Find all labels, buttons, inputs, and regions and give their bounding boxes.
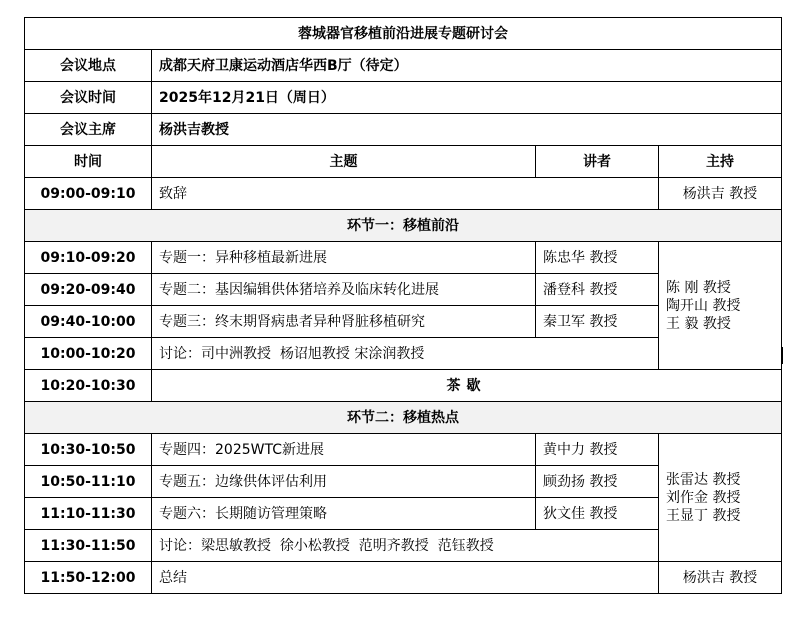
session-time: 10:30-10:50 — [25, 434, 152, 466]
session-time: 09:10-09:20 — [25, 242, 152, 274]
session-speaker: 黄中力 教授 — [536, 434, 659, 466]
header-speaker: 讲者 — [536, 146, 659, 178]
discussion-topic: 讨论：梁思敏教授 徐小松教授 范明齐教授 范钰教授 — [152, 530, 659, 562]
closing-topic: 总结 — [152, 562, 659, 594]
host-name: 王显丁 教授 — [666, 507, 741, 524]
discussion-time: 11:30-11:50 — [25, 530, 152, 562]
header-host: 主持 — [659, 146, 782, 178]
host-name: 张雷达 教授 — [666, 471, 741, 488]
host-name: 陈 刚 教授 — [666, 279, 731, 296]
session-topic: 专题四：2025WTC新进展 — [152, 434, 536, 466]
section2-title: 环节二：移植热点 — [25, 402, 782, 434]
section2-header — [25, 402, 782, 434]
break-label: 茶歇 — [152, 370, 782, 402]
host-name: 王 毅 教授 — [666, 315, 731, 332]
session-topic: 专题二：基因编辑供体猪培养及临床转化进展 — [152, 274, 536, 306]
chair-label: 会议主席 — [25, 114, 152, 146]
session-speaker: 陈忠华 教授 — [536, 242, 659, 274]
session-topic: 专题五：边缘供体评估利用 — [152, 466, 536, 498]
time-value: 2025年12月21日（周日） — [152, 82, 782, 114]
header-time: 时间 — [25, 146, 152, 178]
session-speaker: 顾劲扬 教授 — [536, 466, 659, 498]
session-speaker: 秦卫军 教授 — [536, 306, 659, 338]
session-topic: 专题三：终末期肾病患者异种肾脏移植研究 — [152, 306, 536, 338]
chair-value: 杨洪吉教授 — [152, 114, 782, 146]
location-row — [25, 50, 782, 82]
session-time: 09:20-09:40 — [25, 274, 152, 306]
session-topic: 专题一：异种移植最新进展 — [152, 242, 536, 274]
title-row — [25, 18, 782, 50]
closing-time: 11:50-12:00 — [25, 562, 152, 594]
session-speaker: 狄文佳 教授 — [536, 498, 659, 530]
page-title: 蓉城器官移植前沿进展专题研讨会 — [25, 18, 782, 50]
header-topic: 主题 — [152, 146, 536, 178]
opening-topic: 致辞 — [152, 178, 659, 210]
break-time: 10:20-10:30 — [25, 370, 152, 402]
opening-row — [25, 178, 782, 210]
session-time: 11:10-11:30 — [25, 498, 152, 530]
closing-row — [25, 562, 782, 594]
session-topic: 专题六：长期随访管理策略 — [152, 498, 536, 530]
location-label: 会议地点 — [25, 50, 152, 82]
table-row — [25, 434, 782, 466]
host-name: 陶开山 教授 — [666, 297, 741, 314]
opening-host: 杨洪吉 教授 — [659, 178, 782, 210]
opening-time: 09:00-09:10 — [25, 178, 152, 210]
session-time: 09:40-10:00 — [25, 306, 152, 338]
time-label: 会议时间 — [25, 82, 152, 114]
header-row — [25, 146, 782, 178]
text-cursor — [781, 347, 783, 364]
session-time: 10:50-11:10 — [25, 466, 152, 498]
schedule-table — [24, 17, 782, 594]
section1-title: 环节一：移植前沿 — [25, 210, 782, 242]
host-name: 刘作金 教授 — [666, 489, 741, 506]
discussion-topic: 讨论：司中洲教授 杨诏旭教授 宋涂润教授 — [152, 338, 659, 370]
section1-header — [25, 210, 782, 242]
discussion-time: 10:00-10:20 — [25, 338, 152, 370]
break-row — [25, 370, 782, 402]
closing-host: 杨洪吉 教授 — [659, 562, 782, 594]
session-speaker: 潘登科 教授 — [536, 274, 659, 306]
location-value: 成都天府卫康运动酒店华西B厅（待定） — [152, 50, 782, 82]
chair-row — [25, 114, 782, 146]
time-row — [25, 82, 782, 114]
section1-hosts — [659, 242, 782, 370]
section2-hosts — [659, 434, 782, 562]
table-row — [25, 242, 782, 274]
